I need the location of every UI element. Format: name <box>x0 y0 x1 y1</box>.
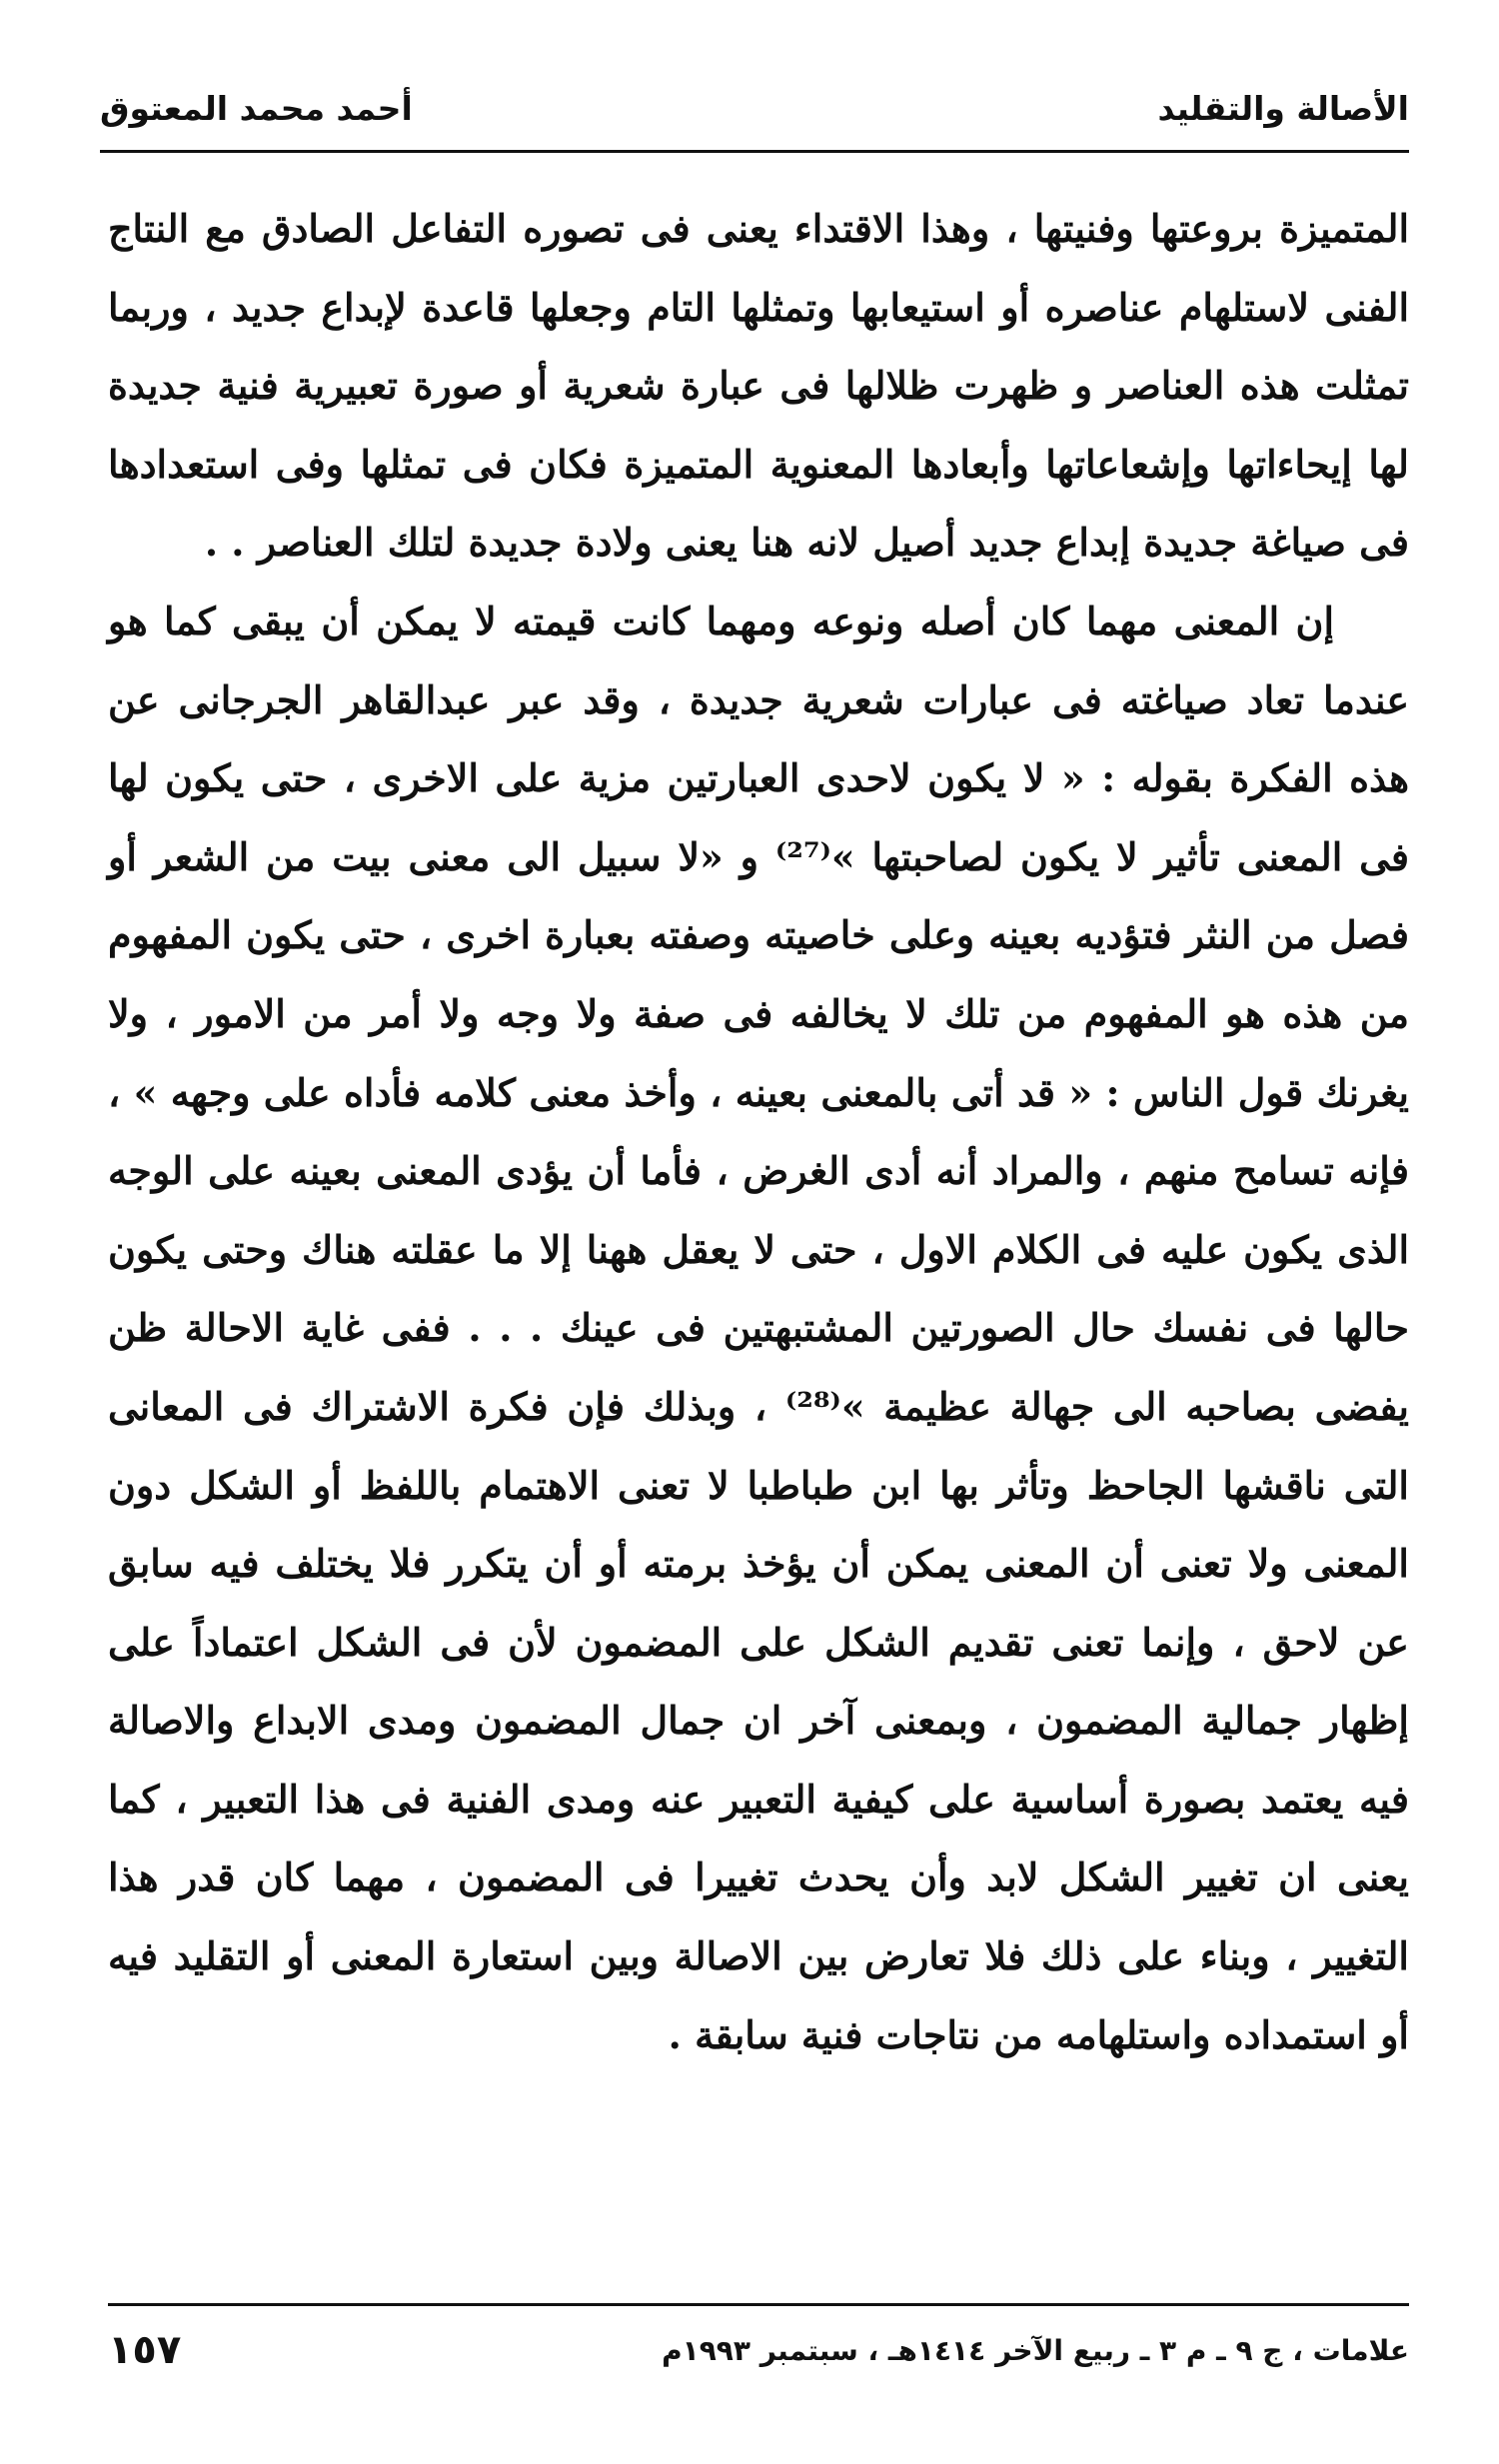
running-header <box>100 78 1409 138</box>
paragraph-1: المتميزة بروعتها وفنيتها ، وهذا الاقتداء يعنى فى تصوره التفاعل الصادق مع النتاج الفنى لاستلهام عناصره أو استيعابها وتمثلها التام وجعلها قاعدة لإبداع جديد ، وربما تمثلت هذه العناصر و ظهرت ظلالها فى عبارة شعرية أو صورة تعبيرية فنية جديدة لها إيحاءاتها وإشعاعاتها وأبعادها المعنوية المتميزة فكان فى تمثلها وفى استعدادها فى صياغة جديدة إبداع جديد أصيل لانه هنا يعنى ولادة جديدة لتلك العناصر . . <box>108 206 1409 566</box>
body-text <box>108 190 1409 2258</box>
header-title: الأصالة والتقليد <box>1157 88 1409 128</box>
page-number: ١٥٧ <box>108 2327 182 2373</box>
paragraph-2: إن المعنى مهما كان أصله ونوعه ومهما كانت قيمته لا يمكن أن يبقى كما هو عندما تعاد صياغته فى عبارات شعرية جديدة ، وقد عبر عبدالقاهر الجرجانى عن هذه الفكرة بقوله : « لا يكون لاحدى العبارتين مزية على الاخرى ، حتى يكون لها فى المعنى تأثير لا يكون لصاحبتها »⁽²⁷⁾ و «لا سبيل الى معنى بيت من الشعر أو فصل من النثر فتؤديه بعينه وعلى خاصيته وصفته بعبارة اخرى ، حتى يكون المفهوم من هذه هو المفهوم من تلك لا يخالفه فى صفة ولا وجه ولا أمر من الامور ، ولا يغرنك قول الناس : « قد أتى بالمعنى بعينه ، وأخذ معنى كلامه فأداه على وجهه » ، فإنه تسامح منهم ، والمراد أنه أدى الغرض ، فأما أن يؤدى المعنى بعينه على الوجه الذى يكون عليه فى الكلام الاول ، حتى لا يعقل ههنا إلا ما عقلته هناك وحتى يكون حالها فى نفسك حال الصورتين المشتبهتين فى عينك . . . ففى غاية الاحالة ظن يفضى بصاحبه الى جهالة عظيمة »⁽²⁸⁾ ، وبذلك فإن فكرة الاشتراك فى المعانى التى ناقشها الجاحظ وتأثر بها ابن طباطبا لا تعنى الاهتمام باللفظ أو الشكل دون المعنى ولا تعنى أن المعنى يمكن أن يؤخذ برمته أو أن يتكرر فلا يختلف فيه سابق عن لاحق ، وإنما تعنى تقديم الشكل على المضمون لأن فى الشكل اعتماداً على إظهار جمالية المضمون ، وبمعنى آخر ان جمال المضمون ومدى الابداع والاصالة فيه يعتمد بصورة أساسية على كيفية التعبير عنه ومدى الفنية فى هذا التعبير ، كما يعنى ان تغيير الشكل لابد وأن يحدث تغييرا فى المضمون ، مهما كان قدر هذا التغيير ، وبناء على ذلك فلا تعارض بين الاصالة وبين استعارة المعنى أو التقليد فيه أو استمداده واستلهامه من نتاجات فنية سابقة . <box>108 598 1410 2057</box>
footer-rule <box>108 2303 1409 2306</box>
header-rule <box>100 150 1409 153</box>
running-footer <box>108 2320 1409 2380</box>
header-author: أحمد محمد المعتوق <box>100 88 413 128</box>
footer-journal-info: علامات ، ج ٩ ـ م ٣ ـ ربيع الآخر ١٤١٤هـ ، سبتمبر ١٩٩٣م <box>662 2333 1409 2367</box>
